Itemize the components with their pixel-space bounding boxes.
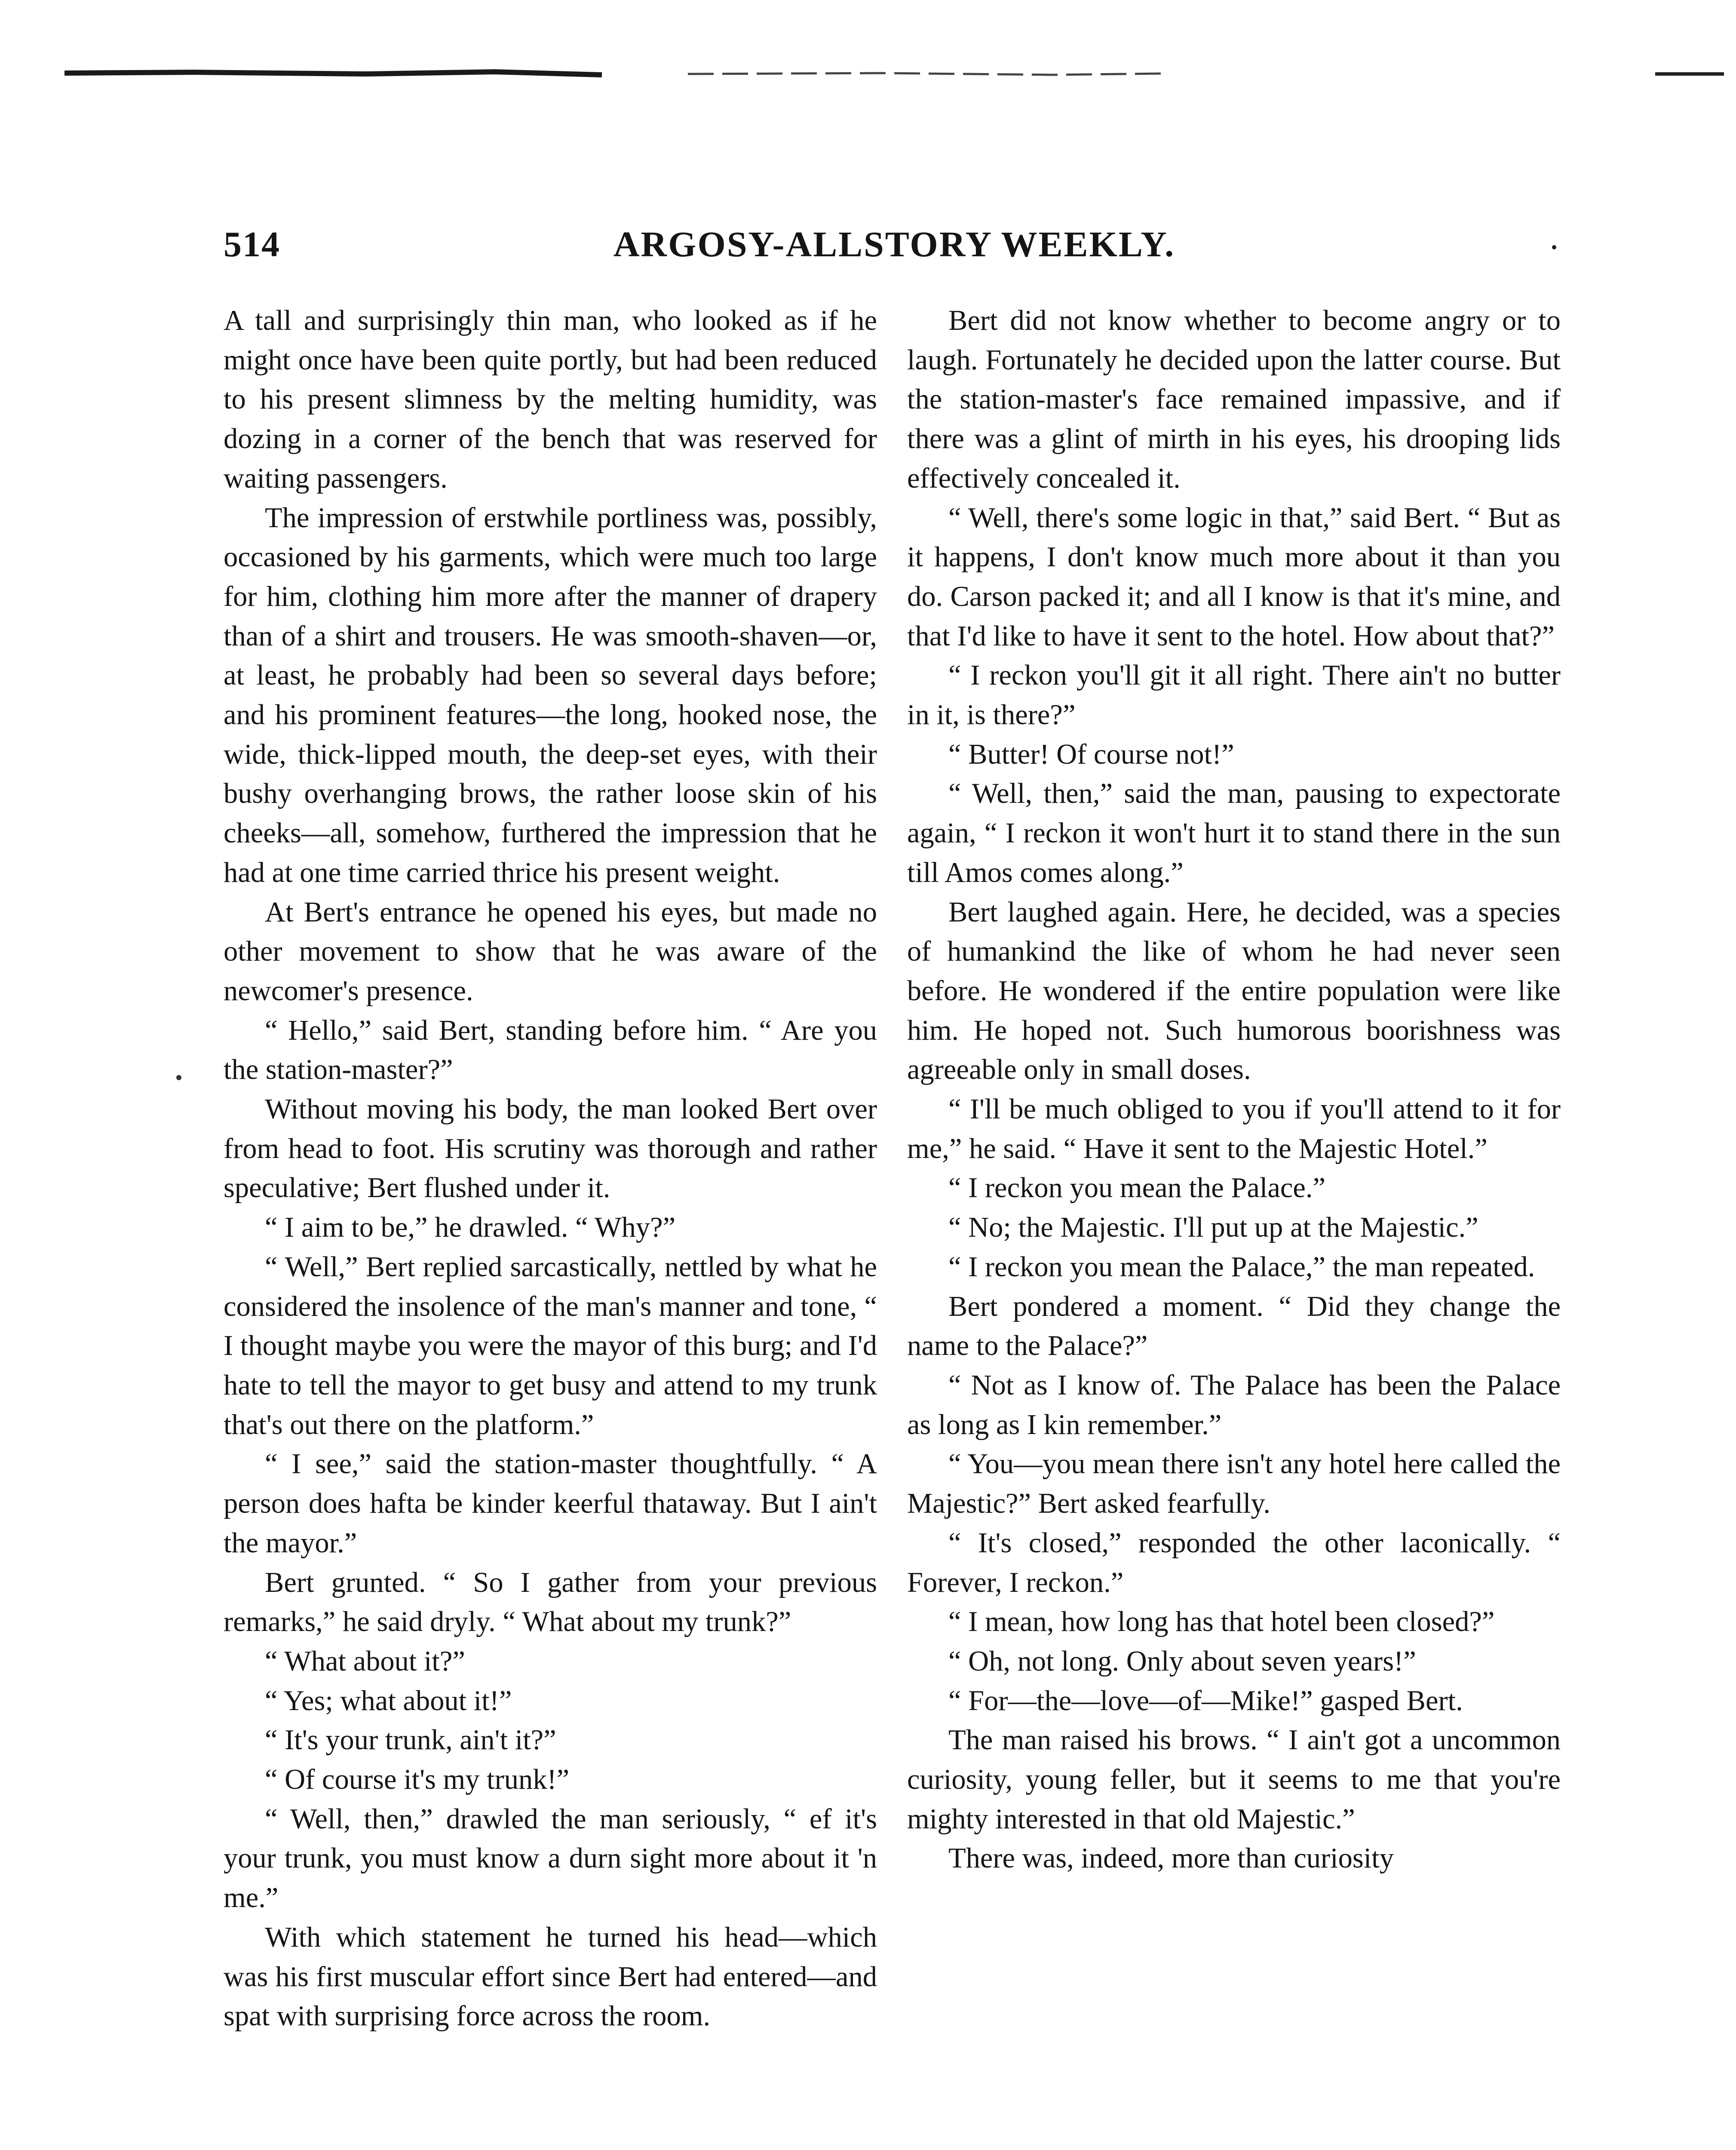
paragraph: “ Not as I know of. The Palace has been the Palace as long as I kin remember.” — [907, 1369, 1561, 1440]
paragraph: “ I reckon you mean the Palace,” the man repeated. — [948, 1251, 1535, 1283]
running-head — [224, 224, 1565, 271]
paragraph: “ No; the Majestic. I'll put up at the Majestic.” — [948, 1212, 1478, 1244]
paragraph: “ Hello,” said Bert, standing before him. “ Are you the station-master?” — [224, 1014, 877, 1086]
paragraph: “ Well, then,” drawled the man seriously, “ ef it's your trunk, you must know a durn sight more about it 'n me.” — [224, 1803, 877, 1914]
paragraph: Bert grunted. “ So I gather from your previous remarks,” he said dryly. “ What about my trunk?” — [224, 1566, 877, 1638]
paragraph: Bert did not know whether to become angry or to laugh. Fortunately he decided upon the latter course. But the station-master's face remained impassive, and if there was a glint of mirth in his eyes, his drooping lids effectively concealed it. — [907, 305, 1561, 494]
paragraph: “ Well,” Bert replied sarcastically, nettled by what he considered the insolence of the man's manner and tone, “ I thought maybe you were the mayor of this burg; and I'd hate to tell the mayor to get busy and attend to my trunk that's out there on the platform.” — [224, 1251, 877, 1440]
scan-artifact-line — [64, 64, 1724, 82]
left-column — [224, 301, 877, 2036]
paragraph: “ I reckon you'll git it all right. There ain't no butter in it, is there?” — [907, 660, 1561, 731]
paragraph: The man raised his brows. “ I ain't got a uncommon curiosity, young feller, but it seems to me that you're mighty interested in that old Majestic.” — [907, 1724, 1561, 1835]
right-column — [907, 301, 1561, 1878]
paragraph: Without moving his body, the man looked Bert over from head to foot. His scrutiny was thorough and rather speculative; Bert flushed under it. — [224, 1093, 877, 1204]
paragraph: “ What about it?” — [265, 1645, 465, 1677]
paragraph: There was, indeed, more than curiosity — [948, 1843, 1394, 1874]
paragraph: “ Well, then,” said the man, pausing to expectorate again, “ I reckon it won't hurt it to stand there in the sun till Amos comes along.” — [907, 778, 1561, 888]
paragraph: The impression of erstwhile portliness was, possibly, occasioned by his garments, which were much too large for him, clothing him more after the manner of drapery than of a shirt and trousers. He was smooth-shaven—or, at least, he probably had been so several days before; and his prominent features—the long, hooked nose, the wide, thick-lipped mouth, the deep-set eyes, with their bushy overhanging brows, the rather loose skin of his cheeks—all, somehow, furthered the impression that he had at one time carried thrice his present weight. — [224, 502, 877, 888]
paragraph: “ I mean, how long has that hotel been closed?” — [948, 1606, 1495, 1638]
paragraph: “ It's closed,” responded the other laconically. “ Forever, I reckon.” — [907, 1527, 1561, 1598]
print-speck — [176, 1075, 181, 1080]
paragraph: Bert laughed again. Here, he decided, was a species of humankind the like of whom he had never seen before. He wondered if the entire population were like him. He hoped not. Such humorous boorishness was agreeable only in small doses. — [907, 896, 1561, 1086]
paragraph: “ Of course it's my trunk!” — [265, 1764, 570, 1796]
paragraph: “ You—you mean there isn't any hotel here called the Majestic?” Bert asked fearfully. — [907, 1448, 1561, 1520]
paragraph: “ I see,” said the station-master thoughtfully. “ A person does hafta be kinder keerful thataway. But I ain't the mayor.” — [224, 1448, 877, 1559]
paragraph: At Bert's entrance he opened his eyes, but made no other movement to show that he was aware of the newcomer's presence. — [224, 896, 877, 1007]
paragraph: “ Yes; what about it!” — [265, 1685, 512, 1717]
paragraph: “ I aim to be,” he drawled. “ Why?” — [265, 1212, 676, 1244]
paragraph: “ Well, there's some logic in that,” said Bert. “ But as it happens, I don't know much more about it than you do. Carson packed it; and all I know is that it's mine, and that I'd like to have it sent to the hotel. How about that?” — [907, 502, 1561, 652]
paragraph: “ I reckon you mean the Palace.” — [948, 1172, 1326, 1204]
paragraph: A tall and surprisingly thin man, who looked as if he might once have been quite portly, but had been reduced to his present slimness by the melting humidity, was dozing in a corner of the bench that was reserved for waiting passengers. — [224, 305, 877, 494]
print-speck — [1552, 245, 1556, 249]
paragraph: “ I'll be much obliged to you if you'll attend to it for me,” he said. “ Have it sent to the Majestic Hotel.” — [907, 1093, 1561, 1164]
paragraph: “ Butter! Of course not!” — [948, 738, 1234, 770]
page-number: 514 — [224, 224, 280, 264]
paragraph: “ Oh, not long. Only about seven years!” — [948, 1645, 1416, 1677]
paragraph: With which statement he turned his head—which was his first muscular effort since Bert had entered—and spat with surprising force across the room. — [224, 1921, 877, 2032]
magazine-title: ARGOSY-ALLSTORY WEEKLY. — [613, 224, 1175, 264]
paragraph: “ It's your trunk, ain't it?” — [265, 1724, 556, 1756]
paragraph: Bert pondered a moment. “ Did they change the name to the Palace?” — [907, 1290, 1561, 1362]
paragraph: “ For—the—love—of—Mike!” gasped Bert. — [948, 1685, 1463, 1717]
